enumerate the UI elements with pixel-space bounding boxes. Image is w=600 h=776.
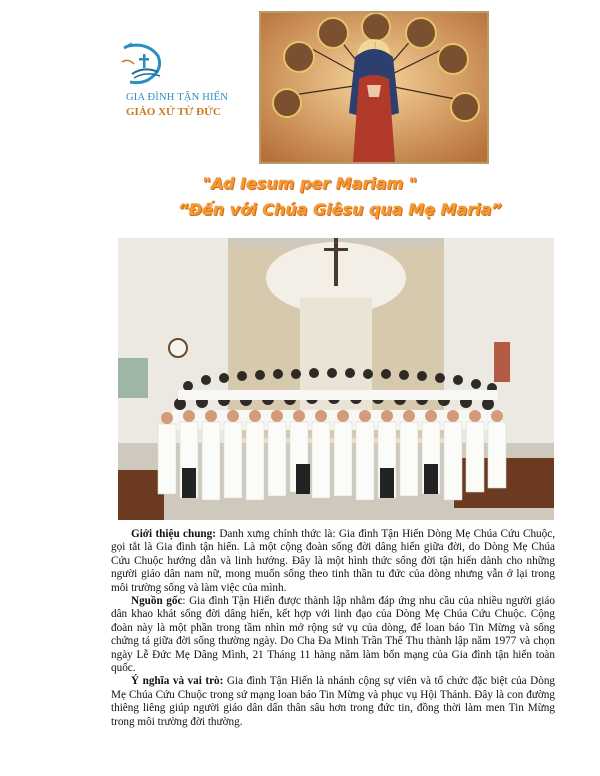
motto-vietnamese: “Đến với Chúa Giêsu qua Mẹ Maria” bbox=[178, 200, 502, 219]
dove-cross-logo-icon bbox=[118, 40, 178, 90]
paragraph-intro bbox=[111, 528, 555, 595]
meaning-text: Gia đình Tận Hiến là nhánh cộng sự viên và tổ chức đặc biệt của Dòng Mẹ Chúa Cứu Chuộc trong sứ mạng loan báo Tin Mừng và phục vụ Hội Thánh. Đây là con đường thiêng liêng giúp người giáo dân dấn thân sâu hơn trong đức tin, đồng thời làm men Tin Mừng trong môi trường đời thường. bbox=[111, 675, 556, 728]
body-text bbox=[111, 528, 555, 729]
paragraph-origin bbox=[111, 595, 555, 675]
origin-label: Nguồn gốc bbox=[131, 595, 183, 608]
group-photo bbox=[118, 238, 554, 520]
paragraph-meaning bbox=[111, 675, 555, 729]
our-lady-of-sorrows-image bbox=[259, 11, 489, 164]
logo-subtitle: GIÁO XỨ TỪ ĐỨC bbox=[126, 106, 221, 118]
our-lady-of-sorrows-icon bbox=[261, 13, 487, 162]
motto-latin: "Ad Iesum per Mariam " bbox=[202, 174, 418, 193]
meaning-label: Ý nghĩa và vai trò: bbox=[131, 675, 224, 688]
organization-logo bbox=[112, 40, 232, 130]
logo-title: GIA ĐÌNH TẬN HIẾN bbox=[126, 92, 229, 103]
intro-text: Danh xưng chính thức là: Gia đình Tận Hiến Dòng Mẹ Chúa Cứu Chuộc, gọi tắt là Gia đình tận hiến. Là một cộng đoàn sống đời dâng hiến giữa đời, do Dòng Mẹ Chúa Cứu Chuộc hướng dẫn và linh hướng. Đây là một hình thức sống đời tận hiến dành cho những người giáo dân nam nữ, mong muốn sống theo tinh thần tu đức của dòng nhưng vẫn ở lại trong môi trường sống và làm việc của mình. bbox=[111, 528, 555, 594]
intro-label: Giới thiệu chung: bbox=[131, 528, 216, 540]
group-photo-in-church bbox=[118, 238, 554, 520]
origin-text: : Gia đình Tận Hiến được thành lập nhằm đáp ứng nhu cầu của nhiều người giáo dân khao khát sống đời dâng hiến, kết hợp với linh đạo của Dòng Mẹ Chúa Cứu Chuộc. Cộng đoàn này là một phần trong tầm nhìn mở rộng sứ vụ của dòng, để loan báo Tin Mừng và sống chứng tá giữa đời sống thường ngày. Do Cha Đa Minh Trần Thế Thu thành lập năm 1977 và chọn ngày Lễ Đức Mẹ Dâng Mình, 21 Tháng 11 hàng năm làm bổn mạng của Gia đình tận hiến toàn quốc. bbox=[111, 595, 555, 675]
